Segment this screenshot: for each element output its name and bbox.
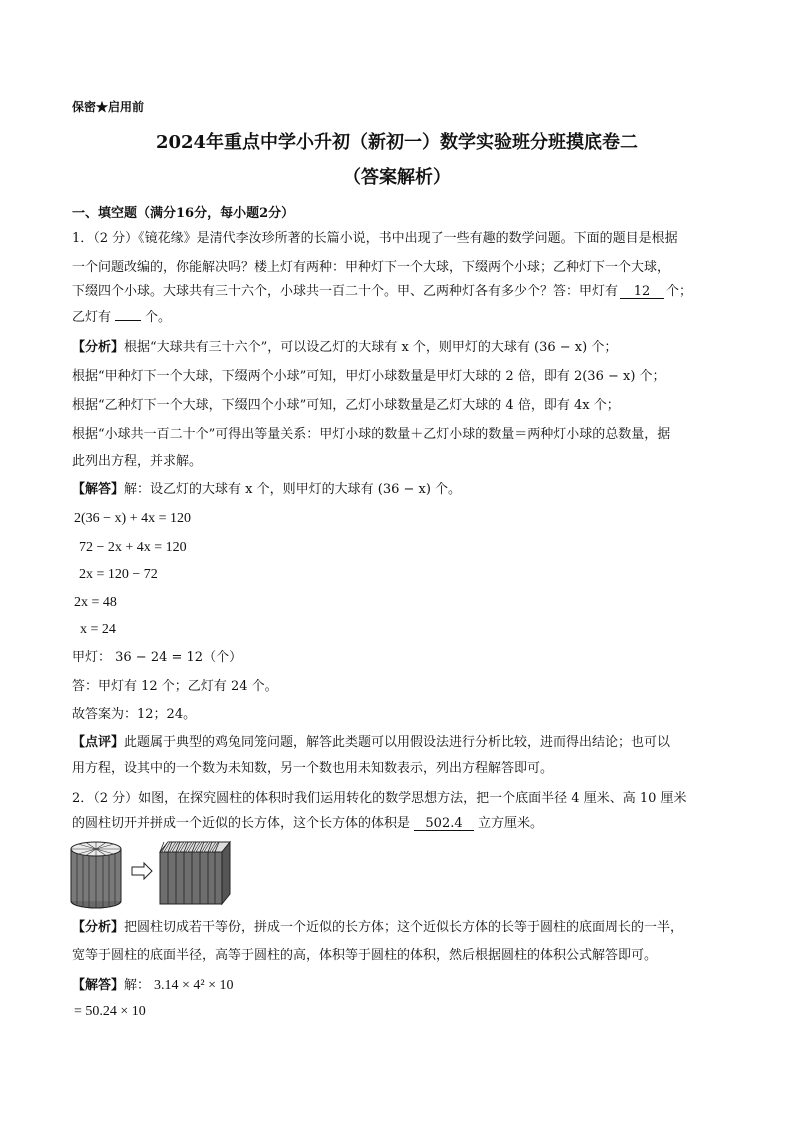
q2-solution-tag: 【解答】	[72, 978, 125, 993]
q1-blank-2	[115, 320, 141, 321]
q2-line-2-end: 立方厘米。	[478, 816, 544, 831]
solution-text: 解：设乙灯的大球有 x 个，则甲灯的大球有 (36 − x) 个。	[124, 482, 462, 497]
solution-tag: 【解答】	[72, 482, 125, 497]
q2-calc-2: = 50.24 × 10	[74, 1004, 146, 1019]
q1-line-2: 一个问题改编的，你能解决吗？楼上灯有两种：甲种灯下一个大球，下缀两个小球；乙种灯下一个大球，	[72, 260, 671, 275]
q2-solution-line	[72, 978, 234, 994]
cylinder-shape	[71, 842, 121, 908]
q1-line-3-text: 下缀四个小球。大球共有三十六个，小球共一百二十个。甲、乙两种灯各有多少个？答：甲灯有	[72, 284, 619, 299]
q2-analysis-tag: 【分析】	[72, 920, 125, 935]
q1-analysis-1	[72, 340, 617, 356]
q1-line-4-end: 个。	[145, 310, 172, 325]
q1-analysis-2: 根据“甲种灯下一个大球，下缀两个小球”可知，甲灯小球数量是甲灯大球的 2 倍，即有 2(36 − x) 个；	[72, 369, 666, 384]
q1-comment-1	[72, 735, 670, 751]
q1-line-1: 1．（2 分）《镜花缘》是清代李汝珍所著的长篇小说，书中出现了一些有趣的数学问题。下面的题目是根据	[72, 231, 678, 246]
q1-equation-5: x = 24	[80, 622, 116, 637]
q1-equation-1: 2(36 − x) + 4x = 120	[74, 511, 192, 526]
q1-jia-calc: 甲灯： 36 − 24 = 12（个）	[72, 650, 243, 665]
q1-line-4	[72, 310, 171, 326]
q2-analysis-text: 把圆柱切成若干等份，拼成一个近似的长方体；这个近似长方体的长等于圆柱的底面周长的一半，	[124, 920, 684, 935]
q1-analysis-3: 根据“乙种灯下一个大球，下缀四个小球”可知，乙灯小球数量是乙灯大球的 4 倍，即有 4x 个；	[72, 398, 620, 413]
comment-text: 此题属于典型的鸡兔同笼问题，解答此类题可以用假设法进行分析比较，进而得出结论；也可以	[124, 735, 671, 750]
q2-analysis-1	[72, 920, 683, 936]
q2-blank: 502.4	[414, 817, 474, 831]
section-title: 一、填空题（满分16分，每小题2分）	[72, 206, 295, 221]
q2-line-1: 2．（2 分）如图，在探究圆柱的体积时我们运用转化的数学思想方法，把一个底面半径 4 厘米、高 10 厘米	[72, 791, 687, 806]
page-title: 2024年重点中学小升初（新初一）数学实验班分班摸底卷二	[155, 132, 639, 153]
analysis-text: 根据“大球共有三十六个”，可以设乙灯的大球有 x 个，则甲灯的大球有 (36 − x) 个；	[124, 340, 618, 355]
q1-line-3	[72, 284, 692, 300]
q1-analysis-4: 根据“小球共一百二十个”可得出等量关系：甲灯小球的数量＋乙灯小球的数量＝两种灯小球的总数量，据	[72, 427, 671, 442]
q1-line-3-end: 个；	[666, 284, 693, 299]
cylinder-to-cuboid-figure	[68, 838, 248, 910]
q2-solution-intro: 解：	[124, 978, 151, 993]
q1-answer: 答：甲灯有 12 个；乙灯有 24 个。	[72, 679, 278, 694]
q1-analysis-5: 此列出方程，并求解。	[72, 454, 203, 469]
q1-final-answer: 故答案为：12；24。	[72, 707, 197, 722]
confidential-label: 保密★启用前	[72, 100, 145, 114]
comment-tag: 【点评】	[72, 735, 125, 750]
q1-blank-1: 12	[620, 285, 664, 299]
cuboid-shape	[160, 842, 230, 904]
q2-calc-1: 3.14 × 4² × 10	[154, 978, 234, 993]
q1-solution-intro	[72, 482, 461, 498]
arrow-right-icon	[132, 863, 152, 879]
q2-line-2-start: 的圆柱切开并拼成一个近似的长方体，这个长方体的体积是	[72, 816, 411, 831]
q1-equation-3: 2x = 120 − 72	[79, 567, 158, 582]
q1-equation-4: 2x = 48	[74, 595, 117, 610]
q1-comment-2: 用方程，设其中的一个数为未知数，另一个数也用未知数表示，列出方程解答即可。	[72, 761, 554, 776]
q2-line-2	[72, 816, 543, 832]
q2-analysis-2: 宽等于圆柱的底面半径，高等于圆柱的高，体积等于圆柱的体积，然后根据圆柱的体积公式解答即可。	[72, 948, 658, 963]
page-subtitle: （答案解析）	[343, 167, 451, 188]
q1-line-4-start: 乙灯有	[72, 310, 112, 325]
analysis-tag: 【分析】	[72, 340, 125, 355]
q1-equation-2: 72 − 2x + 4x = 120	[79, 540, 187, 555]
